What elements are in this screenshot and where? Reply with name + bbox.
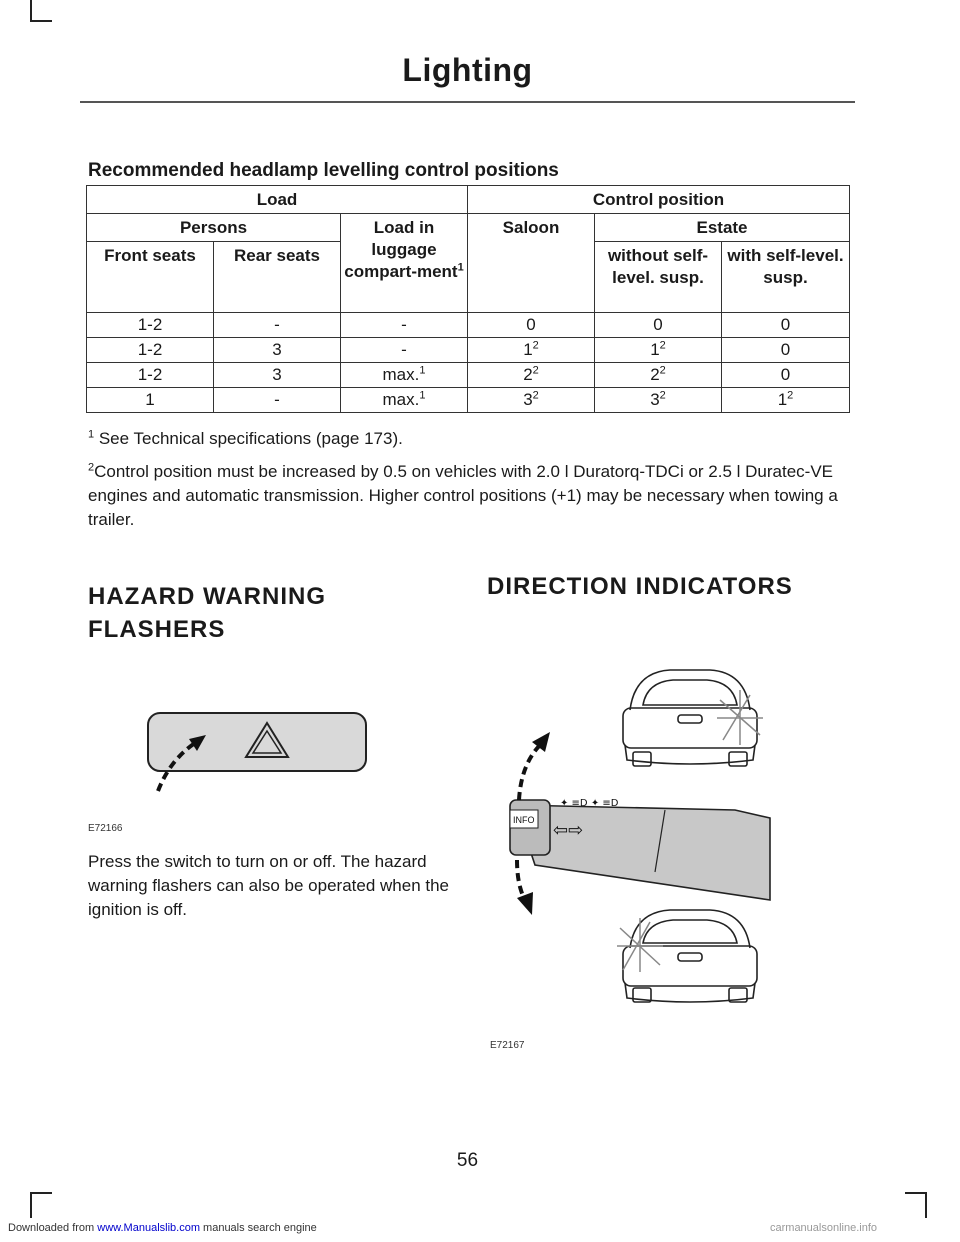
- cell-front: 1-2: [87, 338, 214, 363]
- crop-mark: [30, 1192, 32, 1218]
- turn-arrows-icon: ⇦⇨: [553, 820, 584, 841]
- header-front-seats: Front seats: [87, 242, 214, 313]
- arrow-down-icon: [517, 860, 525, 900]
- cell-saloon: $3^2$: [468, 388, 595, 413]
- cell-luggage: -: [341, 313, 468, 338]
- cell-front: 1-2: [87, 313, 214, 338]
- cell-saloon: $1^2$: [468, 338, 595, 363]
- header-control-position: Control position: [468, 186, 850, 214]
- hazard-switch-figure: [140, 705, 375, 800]
- crop-mark: [905, 1192, 927, 1194]
- cell-luggage: max.$^1$: [341, 388, 468, 413]
- crop-mark: [30, 1192, 52, 1194]
- levelling-table: [86, 185, 850, 413]
- footer: Downloaded from www.Manualslib.com manuals search engine: [8, 1222, 317, 1234]
- table-row: [87, 388, 850, 413]
- hazard-heading: HAZARD WARNING FLASHERS: [88, 583, 326, 643]
- table-title: Recommended headlamp levelling control positions: [88, 160, 559, 181]
- crop-mark: [30, 0, 32, 22]
- watermark: carmanualsonline.info: [770, 1222, 878, 1234]
- header-load: Load: [87, 186, 468, 214]
- cell-saloon: $2^2$: [468, 363, 595, 388]
- cell-rear: -: [214, 388, 341, 413]
- footnote-2: $^2$Control position must be increased by 0.5 on vehicles with 2.0 l Duratorq-TDCi or 2.5 l Duratec-VE engines and automatic transmission. Higher control positions (+1) may be necessary when towing a trailer.: [88, 461, 838, 529]
- header-persons: Persons: [87, 214, 341, 242]
- manualslib-link[interactable]: www.Manualslib.com: [97, 1222, 200, 1234]
- cell-rear: 3: [214, 338, 341, 363]
- table-row: [87, 363, 850, 388]
- cell-luggage: -: [341, 338, 468, 363]
- cell-saloon: 0: [468, 313, 595, 338]
- cell-with: 0: [722, 313, 850, 338]
- crop-mark: [925, 1192, 927, 1218]
- svg-text:✦ ≡D ✦ ≡D: ✦ ≡D ✦ ≡D: [560, 798, 619, 809]
- flash-indicator-icon: [617, 918, 663, 972]
- crop-mark: [30, 20, 52, 22]
- indicator-stalk-figure: [495, 660, 795, 1030]
- indicators-heading: DIRECTION INDICATORS: [487, 573, 793, 600]
- cell-rear: -: [214, 313, 341, 338]
- header-without-self-level: without self-level. susp.: [595, 242, 722, 313]
- cell-front: 1-2: [87, 363, 214, 388]
- header-divider: [80, 101, 855, 103]
- page-number: 56: [456, 1150, 479, 1171]
- header-rear-seats: Rear seats: [214, 242, 341, 313]
- stalk-figure: [510, 798, 770, 900]
- cell-without: $1^2$: [595, 338, 722, 363]
- cell-without: 0: [595, 313, 722, 338]
- header-with-self-level: with self-level. susp.: [722, 242, 850, 313]
- header-saloon: Saloon: [468, 214, 595, 313]
- hazard-text: Press the switch to turn on or off. The hazard warning flashers can also be operated when the ignition is off.: [88, 852, 450, 919]
- figure-code: E72166: [88, 823, 123, 834]
- footnote-1: $^1$ See Technical specifications (page 173).: [88, 428, 403, 448]
- figure-code: E72167: [490, 1040, 525, 1051]
- cell-with: $1^2$: [722, 388, 850, 413]
- svg-text:INFO: INFO: [513, 815, 535, 825]
- page-title: Lighting: [402, 52, 533, 88]
- cell-without: $3^2$: [595, 388, 722, 413]
- car-rear-bottom-figure: [623, 910, 757, 1002]
- flash-indicator-icon: [717, 690, 763, 745]
- cell-rear: 3: [214, 363, 341, 388]
- header-load-in-luggage: Load in luggage compart-ment$^1$: [341, 214, 468, 313]
- header-estate: Estate: [595, 214, 850, 242]
- table-row: [87, 313, 850, 338]
- cell-luggage: max.$^1$: [341, 363, 468, 388]
- table-row: [87, 338, 850, 363]
- cell-without: $2^2$: [595, 363, 722, 388]
- arrow-up-icon: [519, 745, 540, 800]
- cell-front: 1: [87, 388, 214, 413]
- cell-with: 0: [722, 363, 850, 388]
- cell-with: 0: [722, 338, 850, 363]
